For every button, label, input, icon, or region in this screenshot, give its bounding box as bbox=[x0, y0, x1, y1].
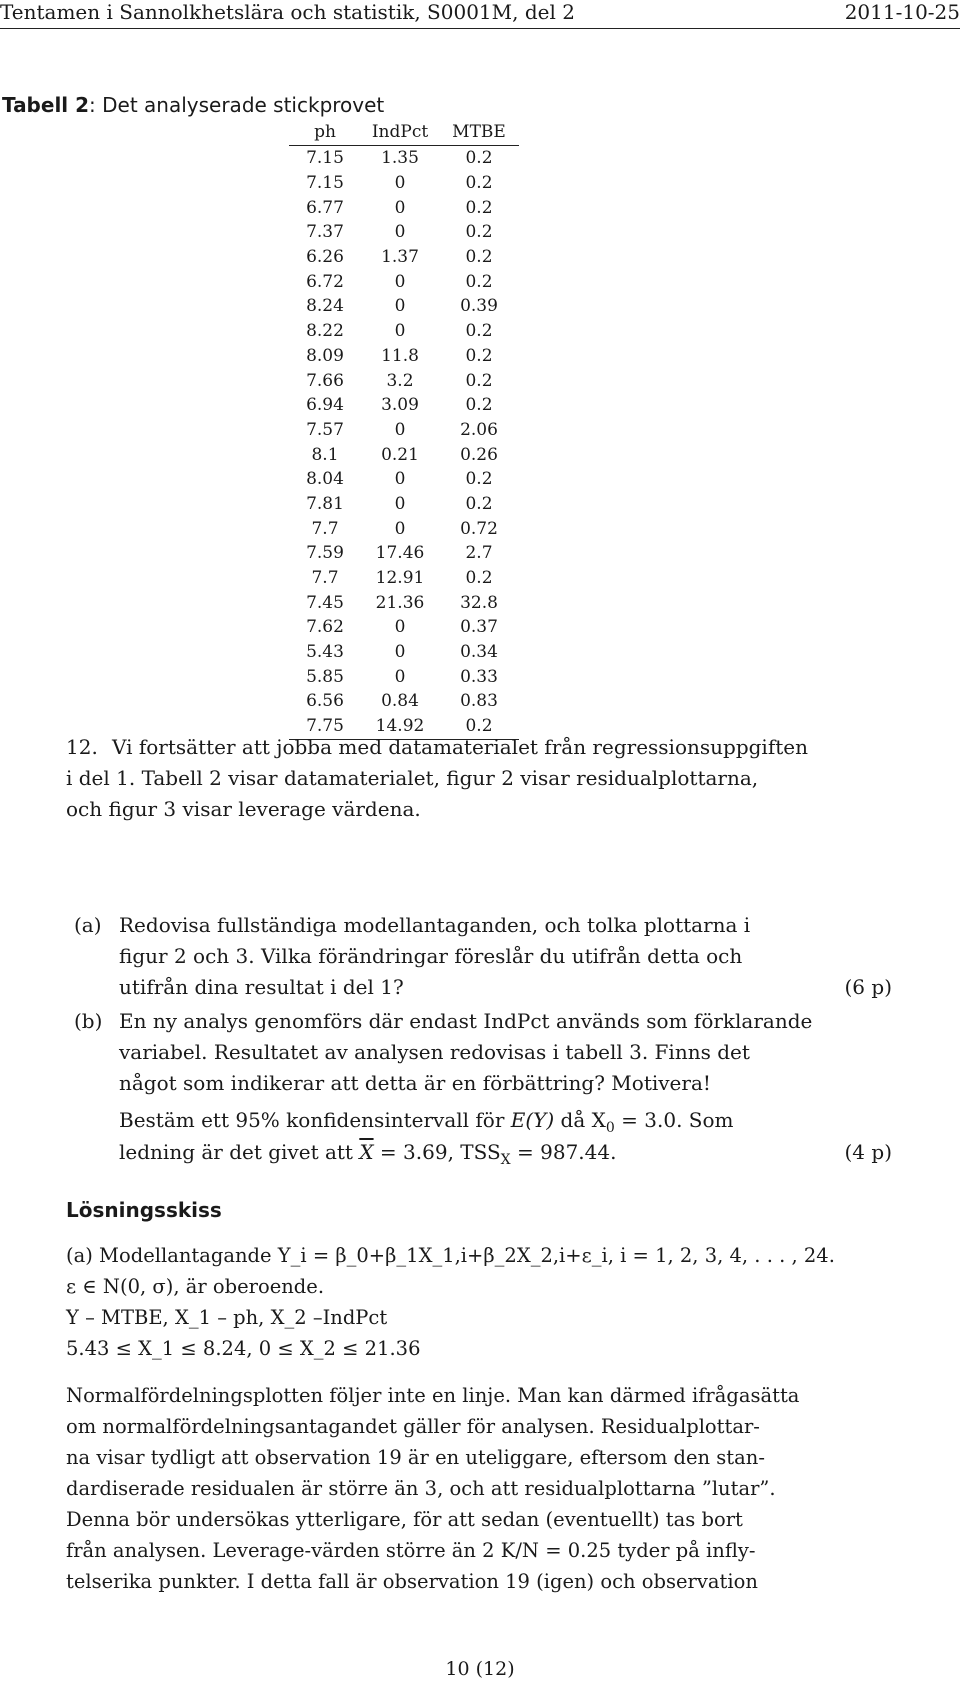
table-row bbox=[289, 689, 519, 714]
part-a-line-1: Redovisa fullständiga modellantaganden, och tolka plottarna i bbox=[119, 913, 751, 937]
cell-mtbe: 2.7 bbox=[465, 543, 493, 564]
cell-mtbe: 0.2 bbox=[465, 493, 493, 514]
cell-indpct: 12.91 bbox=[375, 568, 425, 589]
table-row bbox=[289, 344, 519, 369]
cell-ph: 8.09 bbox=[306, 345, 344, 366]
cell-indpct: 3.2 bbox=[386, 370, 414, 391]
solution-paragraph-line-7: telserika punkter. I detta fall är observation 19 (igen) och observation bbox=[66, 1570, 758, 1593]
cell-ph: 7.7 bbox=[311, 568, 339, 589]
part-b-subscript: 0 bbox=[605, 1120, 615, 1136]
part-b-line-3: något som indikerar att detta är en förbättring? Motivera! bbox=[119, 1071, 711, 1095]
cell-indpct: 1.35 bbox=[381, 148, 419, 169]
table-row bbox=[289, 294, 519, 319]
cell-mtbe: 0.34 bbox=[460, 642, 498, 663]
exam-title: Tentamen i Sannolkhetslära och statistik, S0001M, del 2 bbox=[0, 0, 575, 24]
cell-ph: 8.22 bbox=[306, 321, 344, 342]
solution-paragraph-line-5: Denna bör undersökas ytterligare, för att sedan (eventuellt) tas bort bbox=[66, 1508, 743, 1531]
cell-indpct: 0 bbox=[394, 642, 406, 663]
table-caption bbox=[2, 93, 384, 117]
cell-ph: 7.15 bbox=[306, 173, 344, 194]
problem-intro-line-2: i del 1. Tabell 2 visar datamaterialet, figur 2 visar residualplottarna, bbox=[66, 766, 759, 790]
table-row bbox=[289, 393, 519, 418]
cell-mtbe: 0.2 bbox=[465, 321, 493, 342]
cell-mtbe: 0.37 bbox=[460, 617, 498, 638]
part-a-line-3: utifrån dina resultat i del 1? bbox=[119, 975, 404, 999]
cell-ph: 7.66 bbox=[306, 370, 344, 391]
column-header-ph: ph bbox=[289, 118, 361, 146]
table-row bbox=[289, 171, 519, 196]
table-row bbox=[289, 319, 519, 344]
cell-indpct: 0.84 bbox=[381, 691, 419, 712]
table-header-row bbox=[289, 118, 519, 146]
problem-intro-line-3: och figur 3 visar leverage värdena. bbox=[66, 797, 421, 821]
solution-variables-line: Y – MTBE, X_1 – ph, X_2 –IndPct bbox=[66, 1306, 388, 1329]
cell-mtbe: 0.72 bbox=[460, 518, 498, 539]
cell-indpct: 0 bbox=[394, 617, 406, 638]
cell-indpct: 14.92 bbox=[361, 714, 439, 739]
cell-ph: 7.62 bbox=[306, 617, 344, 638]
cell-ph: 7.7 bbox=[311, 518, 339, 539]
cell-ph: 7.57 bbox=[306, 419, 344, 440]
table-row bbox=[289, 516, 519, 541]
cell-ph: 7.37 bbox=[306, 222, 344, 243]
cell-indpct: 0 bbox=[394, 271, 406, 292]
table-row bbox=[289, 492, 519, 517]
data-table bbox=[289, 118, 519, 740]
column-header-indpct: IndPct bbox=[361, 118, 439, 146]
cell-ph: 6.26 bbox=[306, 247, 344, 268]
cell-indpct: 17.46 bbox=[375, 543, 425, 564]
cell-mtbe: 0.2 bbox=[465, 370, 493, 391]
cell-indpct: 0 bbox=[394, 493, 406, 514]
cell-indpct: 0 bbox=[394, 197, 406, 218]
part-b-line-5-mid: = 3.69, TSS bbox=[373, 1140, 501, 1164]
cell-ph: 6.77 bbox=[306, 197, 344, 218]
problem-intro-line-1: Vi fortsätter att jobba med datamaterialet från regressionsuppgiften bbox=[112, 735, 808, 759]
page-number: 10 (12) bbox=[445, 1658, 515, 1680]
table-row bbox=[289, 368, 519, 393]
cell-mtbe: 2.06 bbox=[460, 419, 498, 440]
cell-indpct: 0 bbox=[394, 296, 406, 317]
table-row bbox=[289, 220, 519, 245]
table-row bbox=[289, 418, 519, 443]
cell-ph: 5.43 bbox=[306, 642, 344, 663]
table-row bbox=[289, 269, 519, 294]
solution-paragraph-line-1: Normalfördelningsplotten följer inte en linje. Man kan därmed ifrågasätta bbox=[66, 1384, 800, 1407]
part-b-expected-value: E(Y) bbox=[510, 1108, 555, 1132]
cell-mtbe: 0.2 bbox=[465, 148, 493, 169]
part-b-xbar: $\overline{X}$ bbox=[359, 1140, 374, 1164]
table-row bbox=[289, 541, 519, 566]
cell-ph: 7.59 bbox=[306, 543, 344, 564]
table-row bbox=[289, 442, 519, 467]
cell-ph: 6.56 bbox=[306, 691, 344, 712]
table-row bbox=[289, 664, 519, 689]
cell-mtbe: 0.2 bbox=[465, 345, 493, 366]
cell-ph: 8.04 bbox=[306, 469, 344, 490]
part-b-line-1: En ny analys genomförs där endast IndPct används som förklarande bbox=[119, 1009, 813, 1033]
cell-mtbe: 0.2 bbox=[465, 247, 493, 268]
cell-indpct: 0 bbox=[394, 222, 406, 243]
cell-mtbe: 0.26 bbox=[460, 444, 498, 465]
part-b-line-5 bbox=[119, 1137, 616, 1176]
cell-indpct: 0 bbox=[394, 173, 406, 194]
solution-paragraph-line-4: dardiserade residualen är större än 3, och att residualplottarna ”lutar”. bbox=[66, 1477, 776, 1500]
exam-date: 2011-10-25 bbox=[844, 0, 960, 24]
table-row bbox=[289, 590, 519, 615]
cell-ph: 7.81 bbox=[306, 493, 344, 514]
header-rule bbox=[0, 28, 960, 29]
cell-mtbe: 0.2 bbox=[465, 197, 493, 218]
part-b-line-4-mid: då X bbox=[554, 1108, 606, 1132]
cell-indpct: 11.8 bbox=[381, 345, 419, 366]
table-row bbox=[289, 615, 519, 640]
solution-paragraph-line-3: na visar tydligt att observation 19 är en uteliggare, eftersom den stan- bbox=[66, 1446, 765, 1469]
cell-ph: 7.15 bbox=[306, 148, 344, 169]
solution-model-line: (a) Modellantagande Y_i = β_0+β_1X_1,i+β_2X_2,i+ε_i, i = 1, 2, 3, 4, . . . , 24. bbox=[66, 1244, 835, 1267]
cell-indpct: 0 bbox=[394, 518, 406, 539]
part-b-line-4-post: = 3.0. Som bbox=[614, 1108, 734, 1132]
problem-number: 12. bbox=[66, 735, 98, 759]
cell-mtbe: 32.8 bbox=[460, 592, 498, 613]
cell-mtbe: 0.2 bbox=[465, 395, 493, 416]
table-row bbox=[289, 566, 519, 591]
cell-indpct: 0 bbox=[394, 321, 406, 342]
solution-paragraph-line-2: om normalfördelningsantagandet gäller för analysen. Residualplottar- bbox=[66, 1415, 760, 1438]
cell-ph: 7.45 bbox=[306, 592, 344, 613]
cell-mtbe: 0.39 bbox=[460, 296, 498, 317]
cell-indpct: 0 bbox=[394, 666, 406, 687]
cell-mtbe: 0.33 bbox=[460, 666, 498, 687]
part-a-line-2: figur 2 och 3. Vilka förändringar föreslår du utifrån detta och bbox=[119, 944, 743, 968]
part-b-tss-subscript: X bbox=[500, 1152, 511, 1168]
table-row bbox=[289, 195, 519, 220]
cell-ph: 8.1 bbox=[311, 444, 339, 465]
solution-paragraph-line-6: från analysen. Leverage-värden större än 2 K/N = 0.25 tyder på infly- bbox=[66, 1539, 756, 1562]
cell-indpct: 21.36 bbox=[375, 592, 425, 613]
cell-ph: 6.94 bbox=[306, 395, 344, 416]
cell-indpct: 0.21 bbox=[381, 444, 419, 465]
cell-ph: 7.75 bbox=[289, 714, 361, 739]
cell-mtbe: 0.2 bbox=[465, 173, 493, 194]
cell-ph: 5.85 bbox=[306, 666, 344, 687]
solution-range-line: 5.43 ≤ X_1 ≤ 8.24, 0 ≤ X_2 ≤ 21.36 bbox=[66, 1337, 421, 1360]
part-b-points: (4 p) bbox=[844, 1140, 892, 1164]
solution-eps-line: ε ∈ N(0, σ), är oberoende. bbox=[66, 1275, 325, 1298]
cell-indpct: 3.09 bbox=[381, 395, 419, 416]
cell-mtbe: 0.2 bbox=[439, 714, 519, 739]
table-caption-text: : Det analyserade stickprovet bbox=[89, 93, 385, 117]
part-b-line-5-text: ledning är det givet att bbox=[119, 1140, 360, 1164]
cell-indpct: 0 bbox=[394, 419, 406, 440]
cell-mtbe: 0.2 bbox=[465, 568, 493, 589]
part-b-line-5-post: = 987.44. bbox=[510, 1140, 617, 1164]
part-b-line-2: variabel. Resultatet av analysen redovisas i tabell 3. Finns det bbox=[119, 1040, 750, 1064]
part-b-line-4-text: Bestäm ett 95% konfidensintervall för bbox=[119, 1108, 511, 1132]
page-header bbox=[0, 0, 960, 28]
column-header-mtbe: MTBE bbox=[439, 118, 519, 146]
part-a-label: (a) bbox=[74, 913, 102, 937]
cell-ph: 8.24 bbox=[306, 296, 344, 317]
part-b-label: (b) bbox=[74, 1009, 103, 1033]
table-caption-label: Tabell 2 bbox=[2, 93, 90, 117]
table-row bbox=[289, 640, 519, 665]
table-row bbox=[289, 245, 519, 270]
cell-mtbe: 0.2 bbox=[465, 469, 493, 490]
cell-ph: 6.72 bbox=[306, 271, 344, 292]
cell-mtbe: 0.2 bbox=[465, 222, 493, 243]
cell-indpct: 1.37 bbox=[381, 247, 419, 268]
solution-heading: Lösningsskiss bbox=[66, 1198, 222, 1222]
cell-mtbe: 0.2 bbox=[465, 271, 493, 292]
part-a-points: (6 p) bbox=[844, 975, 892, 999]
cell-mtbe: 0.83 bbox=[460, 691, 498, 712]
cell-indpct: 0 bbox=[394, 469, 406, 490]
table-row bbox=[289, 146, 519, 171]
table-row bbox=[289, 467, 519, 492]
